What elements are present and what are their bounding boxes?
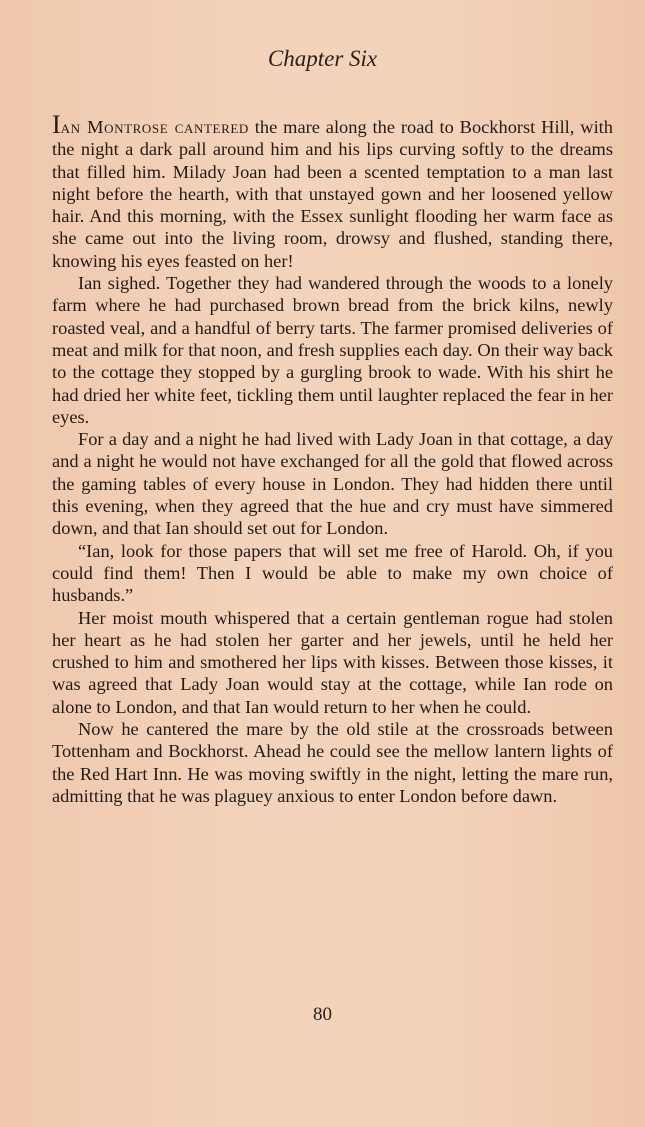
paragraph-5: Her moist mouth whispered that a certain gentleman rogue had stolen her heart as he had stolen her garter and her jewels, until he held her crushed to him and smothered her lips with kisses. Between those kisses, it was agreed that Lady Joan would stay at the cottage, while Ian rode on alone to London, and that Ian would return to her when he could. [52, 607, 613, 717]
paragraph-2: Ian sighed. Together they had wandered through the woods to a lonely farm where he had purchased brown bread from the brick kilns, newly roasted veal, and a handful of berry tarts. The farmer promised deliveries of meat and milk for that noon, and fresh supplies each day. On their way back to the cottage they stopped by a gurgling brook to wade. With his shirt he had dried her white feet, tickling them until laughter replaced the fear in her eyes. [52, 273, 613, 427]
drop-cap: I [52, 110, 61, 139]
paragraph-1-text: the mare along the road to Bockhorst Hill, with the night a dark pall around him and his lips curving softly to the dreams that filled him. Milady Joan had been a scented temptation to a man last night before the hearth, with that unstayed gown and her loosened yellow hair. And this morning, with the Essex sunlight flooding her warm face as she came out into the living room, drowsy and flushed, standing there, knowing his eyes feasted on her! [52, 117, 613, 271]
chapter-title: Chapter Six [267, 46, 378, 71]
paragraph-6: Now he cantered the mare by the old stile at the crossroads between Tottenham and Bockhorst. Ahead he could see the mellow lantern lights of the Red Hart Inn. He was moving swiftly in the night, letting the mare run, admitting that he was plaguey anxious to enter London before dawn. [52, 719, 613, 806]
page-number: 80 [313, 1004, 332, 1025]
paragraph-4: “Ian, look for those papers that will set me free of Harold. Oh, if you could find them! Then I would be able to make my own choice of husbands.” [52, 540, 613, 606]
paragraph-3: For a day and a night he had lived with Lady Joan in that cottage, a day and a night he would not have exchanged for all the gold that flowed across the gaming tables of every house in London. They had hidden there until this evening, when they agreed that the hue and cry must have simmered down, and that Ian should set out for London. [52, 429, 613, 539]
opening-small-caps: an Montrose cantered [60, 117, 249, 137]
body-text [52, 110, 613, 807]
paragraph-1 [52, 110, 613, 272]
